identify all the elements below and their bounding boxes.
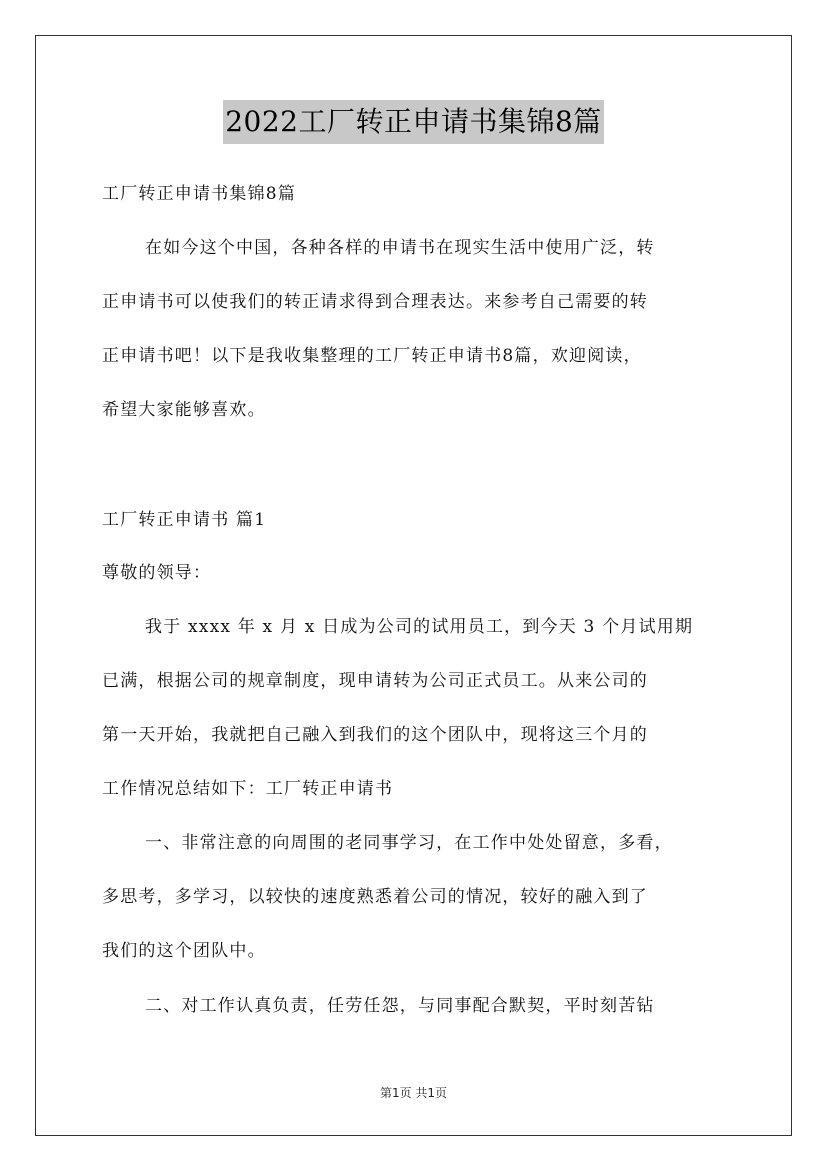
body-line: 第一天开始，我就把自己融入到我们的这个团队中，现将这三个月的: [102, 725, 648, 745]
intro-line: 正申请书可以使我们的转正请求得到合理表达。来参考自己需要的转: [102, 292, 648, 312]
document-subtitle: 工厂转正申请书集锦8篇: [102, 184, 297, 204]
section-heading: 工厂转正申请书 篇1: [102, 510, 267, 530]
intro-line: 希望大家能够喜欢。: [102, 400, 266, 420]
page-footer: 第1页 共1页: [379, 1086, 448, 1100]
body-line: 工作情况总结如下：工厂转正申请书: [102, 779, 394, 799]
body-line: 已满，根据公司的规章制度，现申请转为公司正式员工。从来公司的: [102, 671, 648, 691]
body-line: 我们的这个团队中。: [102, 941, 266, 961]
body-line: 二、对工作认真负责，任劳任怨，与同事配合默契，平时刻苦钻: [145, 996, 655, 1016]
body-line: 多思考，多学习，以较快的速度熟悉着公司的情况，较好的融入到了: [102, 887, 648, 907]
title-container: [0, 100, 827, 144]
salutation: 尊敬的领导：: [102, 563, 212, 583]
intro-line: 正申请书吧！以下是我收集整理的工厂转正申请书8篇，欢迎阅读，: [102, 346, 642, 366]
body-line: 我于 xxxx 年 x 月 x 日成为公司的试用员工，到今天 3 个月试用期: [145, 617, 694, 637]
document-title: 2022工厂转正申请书集锦8篇: [223, 100, 604, 144]
body-line: 一、非常注意的向周围的老同事学习，在工作中处处留意，多看，: [145, 833, 673, 853]
intro-line: 在如今这个中国，各种各样的申请书在现实生活中使用广泛，转: [145, 238, 655, 258]
